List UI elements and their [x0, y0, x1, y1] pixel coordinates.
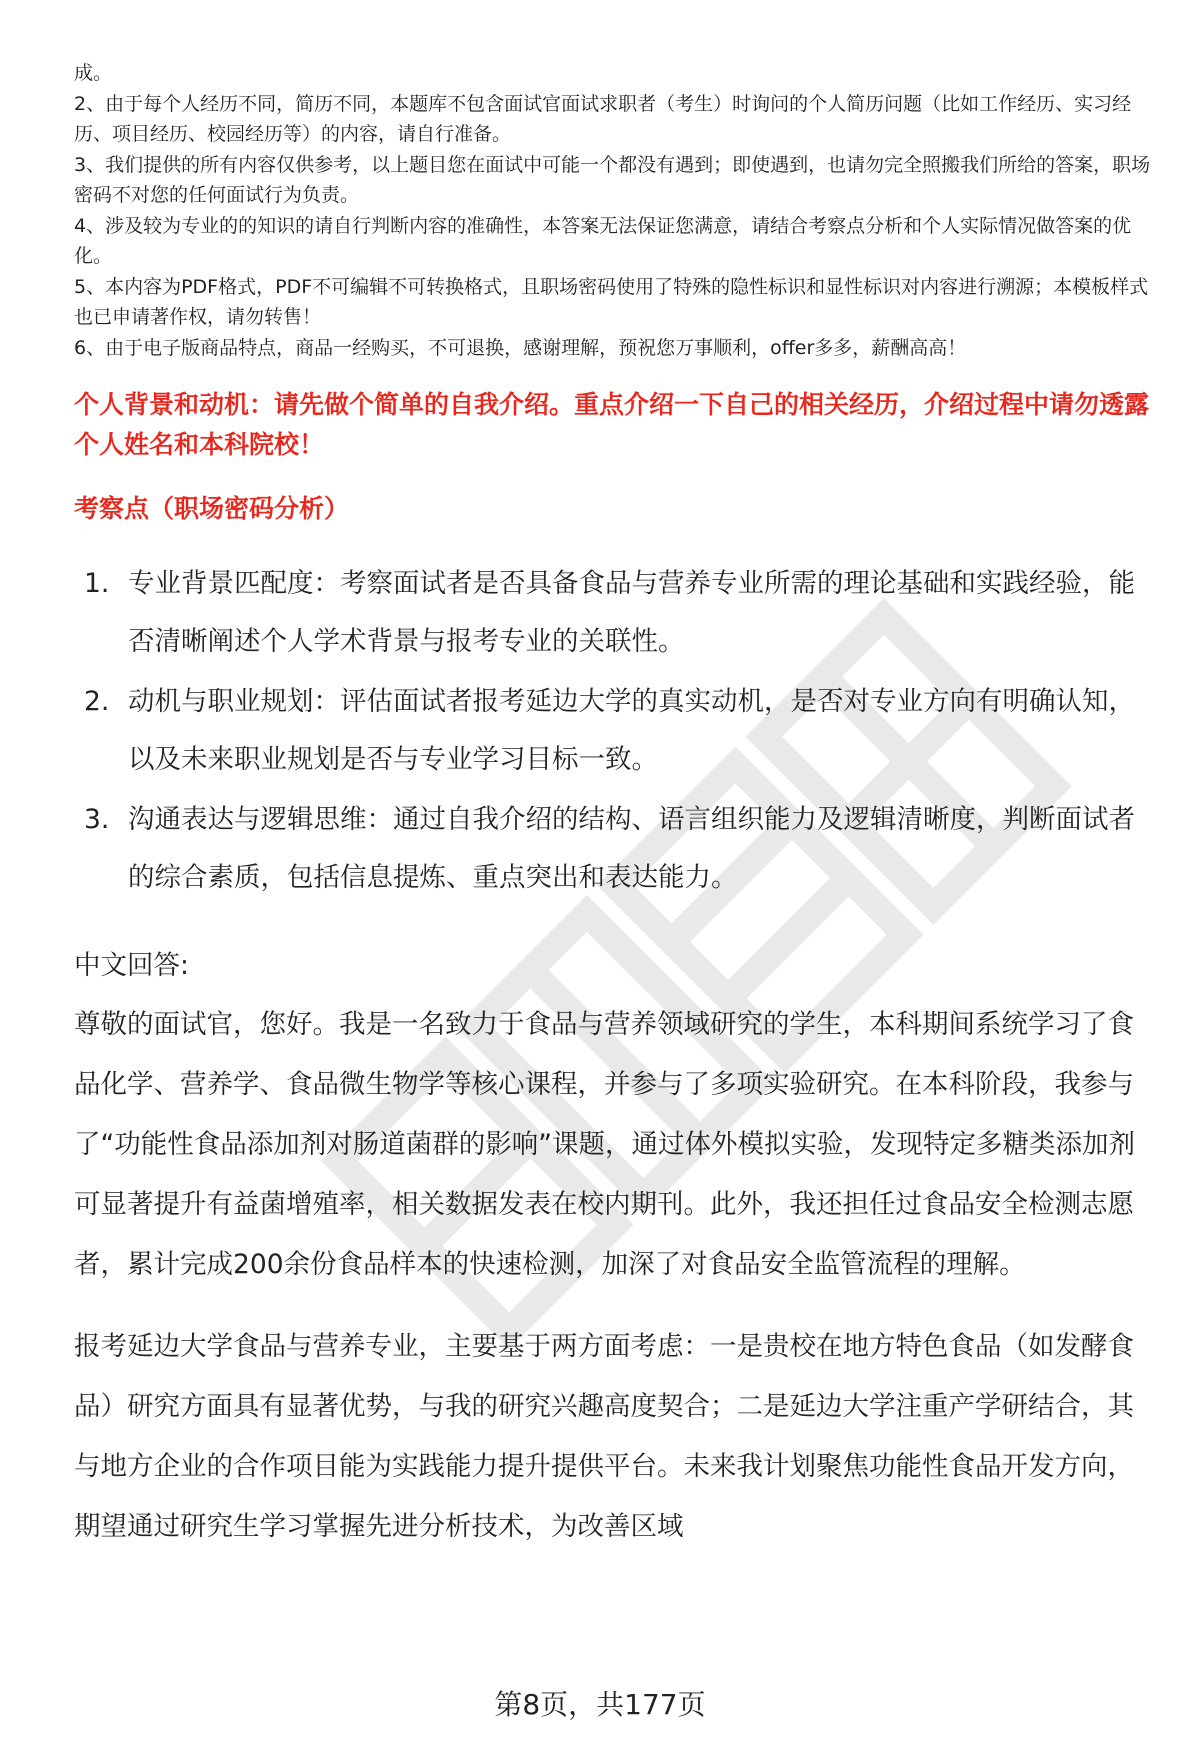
note-line: 2、由于每个人经历不同，简历不同，本题库不包含面试官面试求职者（考生）时询问的个人简历问题（比如工作经历、实习经历、项目经历、校园经历等）的内容，请自行准备。: [74, 92, 1132, 145]
note-line: 5、本内容为PDF格式，PDF不可编辑不可转换格式，且职场密码使用了特殊的隐性标识和显性标识对内容进行溯源；本模板样式也已申请著作权，请勿转售！: [74, 275, 1149, 328]
analysis-point: [74, 555, 1154, 671]
note-line: 6、由于电子版商品特点，商品一经购买，不可退换，感谢理解，预祝您万事顺利，offer多多，薪酬高高！: [74, 336, 967, 359]
point-text: 专业背景匹配度：考察面试者是否具备食品与营养专业所需的理论基础和实践经验，能否清晰阐述个人学术背景与报考专业的关联性。: [128, 568, 1135, 657]
answer-paragraph: 报考延边大学食品与营养专业，主要基于两方面考虑：一是贵校在地方特色食品（如发酵食品）研究方面具有显著优势，与我的研究兴趣高度契合；二是延边大学注重产学研结合，其与地方企业的合作项目能为实践能力提升提供平台。未来我计划聚焦功能性食品开发方向，期望通过研究生学习掌握先进分析技术，为改善区域: [74, 1331, 1134, 1542]
page-number-footer: 第8页，共177页: [494, 1688, 706, 1721]
answer-label: 中文回答:: [74, 950, 189, 981]
point-number: 3.: [84, 804, 110, 835]
question-heading: 个人背景和动机：请先做个简单的自我介绍。重点介绍一下自己的相关经历，介绍过程中请勿透露个人姓名和本科院校！: [74, 390, 1150, 459]
analysis-points-list: [74, 555, 1154, 907]
point-number: 2.: [84, 686, 110, 717]
note-line: 成。: [74, 62, 113, 84]
note-line: 4、涉及较为专业的的知识的请自行判断内容的准确性，本答案无法保证您满意，请结合考察点分析和个人实际情况做答案的优化。: [74, 214, 1132, 267]
point-number: 1.: [84, 568, 110, 599]
point-text: 沟通表达与逻辑思维：通过自我介绍的结构、语言组织能力及逻辑清晰度，判断面试者的综合素质，包括信息提炼、重点突出和表达能力。: [128, 804, 1135, 893]
point-text: 动机与职业规划：评估面试者报考延边大学的真实动机，是否对专业方向有明确认知，以及未来职业规划是否与专业学习目标一致。: [128, 686, 1135, 775]
document-content: [74, 58, 1154, 1557]
analysis-point: [74, 791, 1154, 907]
note-line: 3、我们提供的所有内容仅供参考，以上题目您在面试中可能一个都没有遇到；即使遇到，也请勿完全照搬我们所给的答案，职场密码不对您的任何面试行为负责。: [74, 153, 1151, 206]
answer-section: [74, 995, 1154, 1557]
analysis-point: [74, 673, 1154, 789]
answer-paragraph: 尊敬的面试官，您好。我是一名致力于食品与营养领域研究的学生，本科期间系统学习了食品化学、营养学、食品微生物学等核心课程，并参与了多项实验研究。在本科阶段，我参与了“功能性食品添加剂对肠道菌群的影响”课题，通过体外模拟实验，发现特定多糖类添加剂可显著提升有益菌增殖率，相关数据发表在校内期刊。此外，我还担任过食品安全检测志愿者，累计完成200余份食品样本的快速检测，加深了对食品安全监管流程的理解。: [74, 1009, 1135, 1280]
analysis-heading: 考察点（职场密码分析）: [74, 494, 350, 523]
notes-section: [74, 58, 1154, 363]
